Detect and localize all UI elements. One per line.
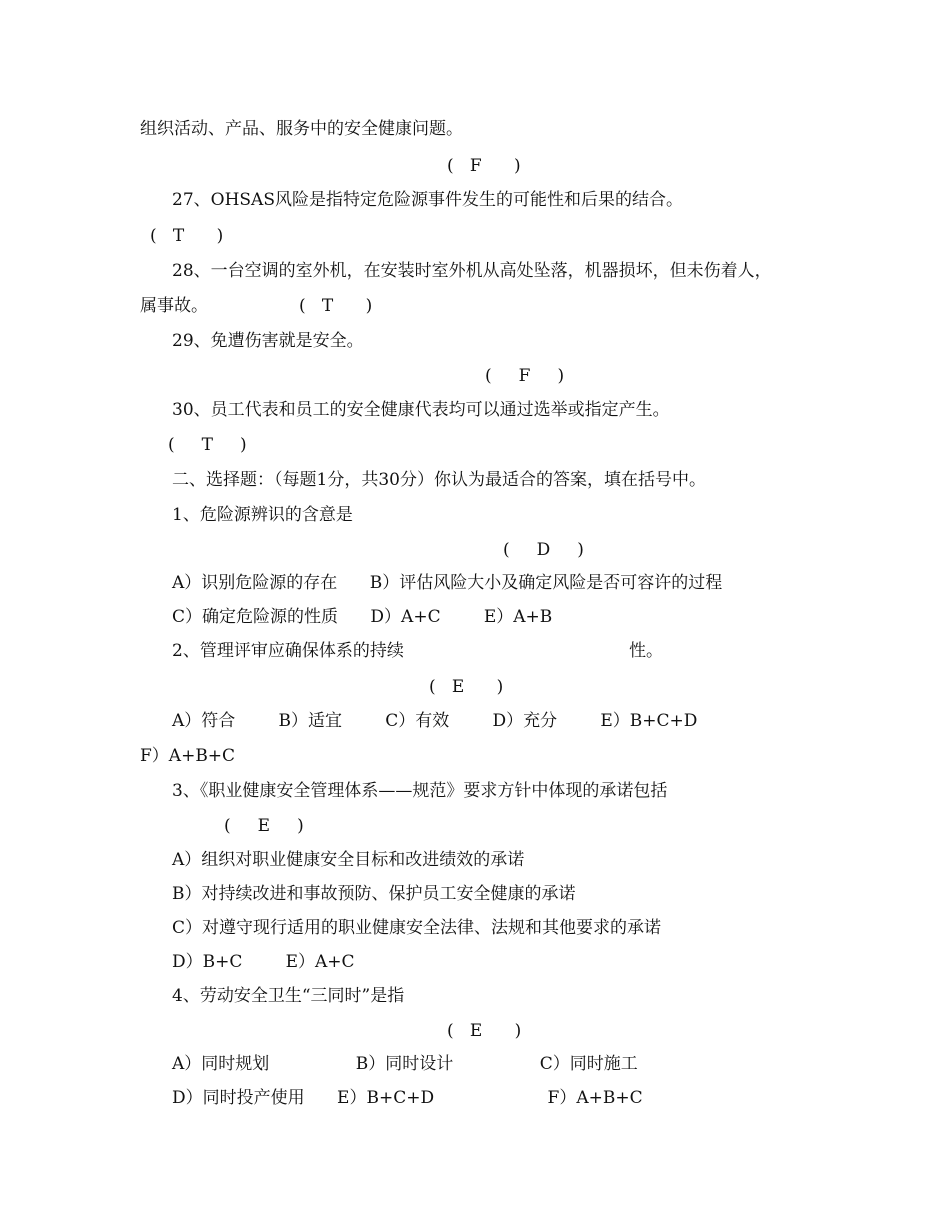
text-line: 组织活动、产品、服务中的安全健康问题。 (140, 119, 463, 139)
choice-options-3d: D）B+C E）A+C (172, 952, 355, 972)
question-28-line2: 属事故。 (140, 296, 208, 316)
choice-question-4: 4、劳动安全卫生“三同时”是指 (172, 986, 405, 1006)
answer-29: ( F ) (485, 366, 565, 386)
answer-26: ( F ) (447, 156, 521, 176)
question-30: 30、员工代表和员工的安全健康代表均可以通过选举或指定产生。 (172, 400, 670, 420)
choice-answer-4: ( E ) (447, 1021, 522, 1041)
choice-question-2: 2、管理评审应确保体系的持续 (172, 641, 404, 661)
choice-options-3a: A）组织对职业健康安全目标和改进绩效的承诺 (172, 850, 525, 870)
choice-answer-2: ( E ) (429, 677, 504, 697)
choice-options-2b: F）A+B+C (140, 746, 236, 766)
choice-options-4a: A）同时规划 B）同时设计 C）同时施工 (172, 1054, 638, 1074)
choice-question-3: 3、《职业健康安全管理体系——规范》要求方针中体现的承诺包括 (172, 781, 668, 801)
answer-28: ( T ) (299, 296, 373, 316)
choice-options-1b: C）确定危险源的性质 D）A+C E）A+B (172, 607, 553, 627)
answer-30: ( T ) (168, 435, 247, 455)
choice-question-2-end: 性。 (629, 641, 663, 661)
choice-options-3b: B）对持续改进和事故预防、保护员工安全健康的承诺 (172, 884, 576, 904)
choice-answer-3: ( E ) (224, 816, 304, 836)
choice-options-4b: D）同时投产使用 E）B+C+D F）A+B+C (172, 1088, 643, 1108)
question-27: 27、OHSAS风险是指特定危险源事件发生的可能性和后果的结合。 (172, 190, 683, 210)
question-28-line1: 28、一台空调的室外机，在安装时室外机从高处坠落，机器损坏，但未伤着人， (172, 261, 772, 281)
choice-answer-1: ( D ) (503, 540, 584, 560)
section-heading-choice: 二、选择题：（每题1分，共30分）你认为最适合的答案，填在括号中。 (172, 470, 706, 490)
question-29: 29、免遭伤害就是安全。 (172, 331, 364, 351)
choice-question-1: 1、危险源辨识的含意是 (172, 505, 353, 525)
choice-options-2a: A）符合 B）适宜 C）有效 D）充分 E）B+C+D (172, 711, 698, 731)
answer-27: ( T ) (150, 226, 224, 246)
choice-options-1a: A）识别危险源的存在 B）评估风险大小及确定风险是否可容许的过程 (172, 573, 723, 593)
choice-options-3c: C）对遵守现行适用的职业健康安全法律、法规和其他要求的承诺 (172, 918, 662, 938)
